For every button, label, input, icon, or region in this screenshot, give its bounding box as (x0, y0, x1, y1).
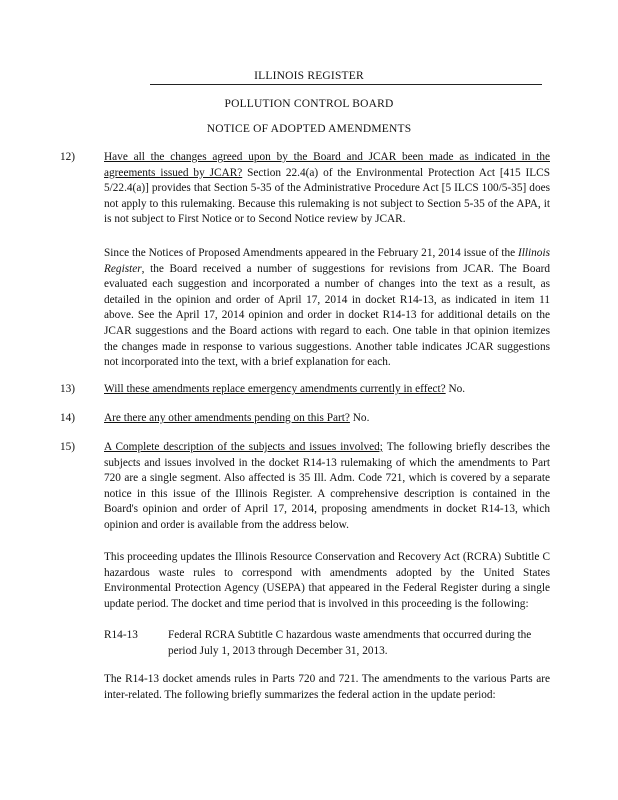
docket-description: Federal RCRA Subtitle C hazardous waste amendments that occurred during the period July 1, 2013 through December 31, 2013. (168, 629, 532, 657)
notice-title: NOTICE OF ADOPTED AMENDMENTS (206, 123, 412, 135)
item-question: Are there any other amendments pending on this Part? (104, 412, 350, 424)
jcar-text-a: Since the Notices of Proposed Amendments appeared in the February 21, 2014 issue of the (104, 247, 518, 259)
jcar-paragraph (104, 246, 550, 371)
register-title: ILLINOIS REGISTER (254, 70, 364, 82)
jcar-text-italic: Illinois Register (104, 247, 550, 275)
item-answer: Section 22.4(a) of the Environmental Protection Act [415 ILCS 5/22.4(a)] provides that Section 5-35 of the Administrative Procedure Act [5 ILCS 100/5-35] does not apply to this rulemaking. Because this rulemaking is not subject to Section 5-35 of the APA, it is not subject to First Notice or to Second Notice review by JCAR. (104, 166, 550, 226)
item-text (104, 150, 550, 228)
item-number: 12) (60, 151, 76, 163)
item-text (104, 440, 550, 534)
item-number: 15) (60, 441, 76, 453)
item-answer: No. (349, 412, 370, 424)
item-answer: No. (445, 383, 466, 395)
item-answer: The following briefly describes the subjects and issues involved in the docket R14-13 rulemaking of which the amendments to Part 720 are a single segment. Also affected is 35 Ill. Adm. Code 721, which is covered by a separate notice in this issue of the Illinois Register. A comprehensive description is contained in the Board's opinion and order of April 17, 2014, proposing amendments in docket R14-13, which opinion and order is available from the address below. (104, 441, 550, 531)
item-text (104, 411, 550, 427)
item-number: 14) (60, 412, 76, 424)
agency-title: POLLUTION CONTROL BOARD (224, 98, 394, 110)
docket-id: R14-13 (104, 629, 138, 641)
item-question: Have all the changes agreed upon by the Board and JCAR been made as indicated in the agreements issued by JCAR? (104, 151, 550, 179)
item-question: A Complete description of the subjects and issues involved; (104, 441, 383, 453)
item-question: Will these amendments replace emergency amendments currently in effect? (104, 383, 446, 395)
closing-paragraph: The R14-13 docket amends rules in Parts 720 and 721. The amendments to the various Parts are inter-related. The following briefly summarizes the federal action in the update period: (104, 673, 550, 701)
jcar-text-b: , the Board received a number of suggestions for revisions from JCAR. The Board evaluated each suggestion and incorporated a number of changes into the text as a result, as detailed in the opinion and order of April 17, 2014 in docket R14-13, as indicated in item 11 above. See the April 17, 2014 opinion and order in docket R14-13 for additional details on the JCAR suggestions and the Board actions with regard to each. One table in that opinion itemizes the changes made in response to various suggestions. Another table indicates JCAR suggestions not incorporated into the text, with a brief explanation for each. (104, 262, 550, 369)
item-number: 13) (60, 383, 76, 395)
item-text (104, 382, 550, 398)
header-rule (150, 84, 542, 85)
rcra-paragraph: This proceeding updates the Illinois Resource Conservation and Recovery Act (RCRA) Subtitle C hazardous waste rules to correspond with amendments adopted by the United States Environmental Protection Agency (USEPA) that appeared in the Federal Register during a single update period. The docket and time period that is involved in this proceeding is the following: (104, 551, 550, 610)
